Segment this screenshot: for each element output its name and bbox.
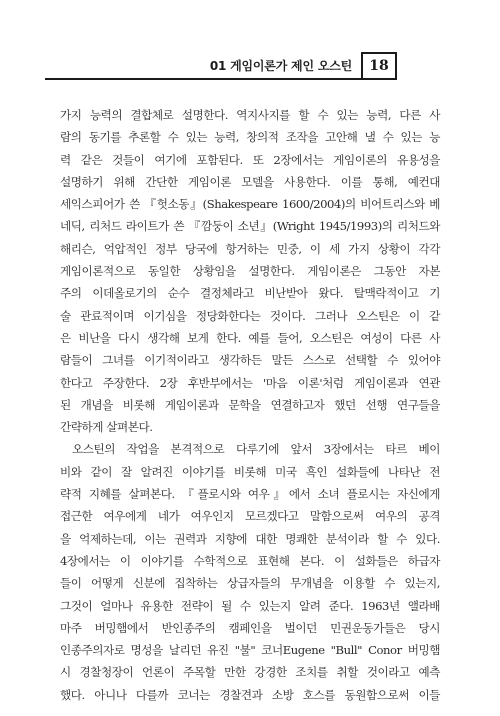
text-line: 들이 어떻게 신분에 집착하는 상급자들의 무개념을 이용할 수 있는지,: [60, 576, 440, 591]
page-number-box: [361, 52, 397, 80]
body-text: [60, 104, 440, 706]
text-line: 그것이 얼마나 유용한 전략이 될 수 있는지 알려 준다. 1963년 앨라배: [60, 598, 440, 613]
text-line: 설명하기 위해 간단한 게임이론 모델을 사용한다. 이를 통해, 예컨대: [60, 174, 440, 189]
text-line: 가지 능력의 결합체로 설명한다. 역지사지를 할 수 있는 능력, 다른 사: [60, 108, 440, 122]
text-line: 을 억제하는데, 이는 권력과 지향에 대한 명쾌한 분석이라 할 수 있다.: [60, 531, 440, 546]
text-line: 오스틴의 작업을 본격적으로 다루기에 앞서 3장에서는 타르 베이: [72, 442, 440, 457]
text-line: 람들이 그녀를 이기적이라고 생각하든 말든 스스로 선택할 수 있어야: [60, 353, 440, 368]
text-line: 접근한 여우에게 네가 여우인지 모르겠다고 말함으로써 여우의 공격: [60, 509, 440, 524]
text-line: 략적 지혜를 살펴본다. 『플로시와 여우』에서 소녀 플로시는 자신에게: [60, 487, 440, 502]
text-line: 시 경찰청장이 언론이 주목할 만한 강경한 조치를 취할 것이라고 예측: [60, 665, 440, 680]
text-line: 람의 동기를 추론할 수 있는 능력, 창의적 조작을 고안해 낼 수 있는 능: [60, 130, 440, 145]
text-line: 해리슨, 억압적인 정부 당국에 항거하는 민중, 이 세 가지 상황이 각각: [60, 241, 440, 256]
text-line: 은 비난을 다시 생각해 보게 한다. 예를 들어, 오스틴은 여성이 다른 사: [60, 330, 440, 345]
text-line: 4장에서는 이 이야기를 수학적으로 표현해 본다. 이 설화들은 하급자: [60, 553, 440, 568]
text-line: 세익스피어가 쓴 『헛소동』(Shakespeare 1600/2004)의 비어트리스와 베: [60, 197, 440, 212]
text-line: 간략하게 살펴본다.: [60, 420, 153, 435]
text-line: 한다고 주장한다. 2장 후반부에서는 '마음 이론'처럼 게임이론과 연관: [60, 375, 440, 390]
text-line: 했다. 아니나 다를까 코너는 경찰견과 소방 호스를 동원함으로써 이들: [60, 687, 440, 702]
text-line: 비와 같이 잘 알려진 이야기를 비롯해 미국 흑인 설화들에 나타난 전: [60, 464, 440, 479]
text-line: 게임이론적으로 동일한 상황임을 설명한다. 게임이론은 그동안 자본: [60, 264, 440, 279]
text-line: 된 개념을 비롯해 게임이론과 문학을 연결하고자 했던 선행 연구들을: [60, 397, 440, 412]
running-title: 01 게임이론가 제인 오스틴: [209, 59, 352, 73]
text-line: 마주 버밍햄에서 반인종주의 캠페인을 벌이던 민권운동가들은 당시: [60, 620, 440, 635]
running-header: [0, 52, 500, 82]
text-line: 주의 이데올로기의 순수 결정체라고 비난받아 왔다. 탈맥락적이고 기: [60, 286, 440, 301]
text-line: 력 같은 것들이 여기에 포함된다. 또 2장에서는 게임이론의 유용성을: [60, 152, 440, 167]
text-line: 인종주의자로 명성을 날리던 유진 "불" 코너Eugene "Bull" Conor 버밍햄: [60, 643, 440, 658]
text-line: 네딕, 리처드 라이트가 쓴 『깜둥이 소년』(Wright 1945/1993)의 리처드와: [60, 219, 440, 234]
page-number: 18: [369, 58, 389, 74]
header-rule: [45, 78, 375, 80]
text-line: 술 관료적이며 이기심을 정당화한다는 것이다. 그러나 오스틴은 이 같: [60, 308, 440, 323]
